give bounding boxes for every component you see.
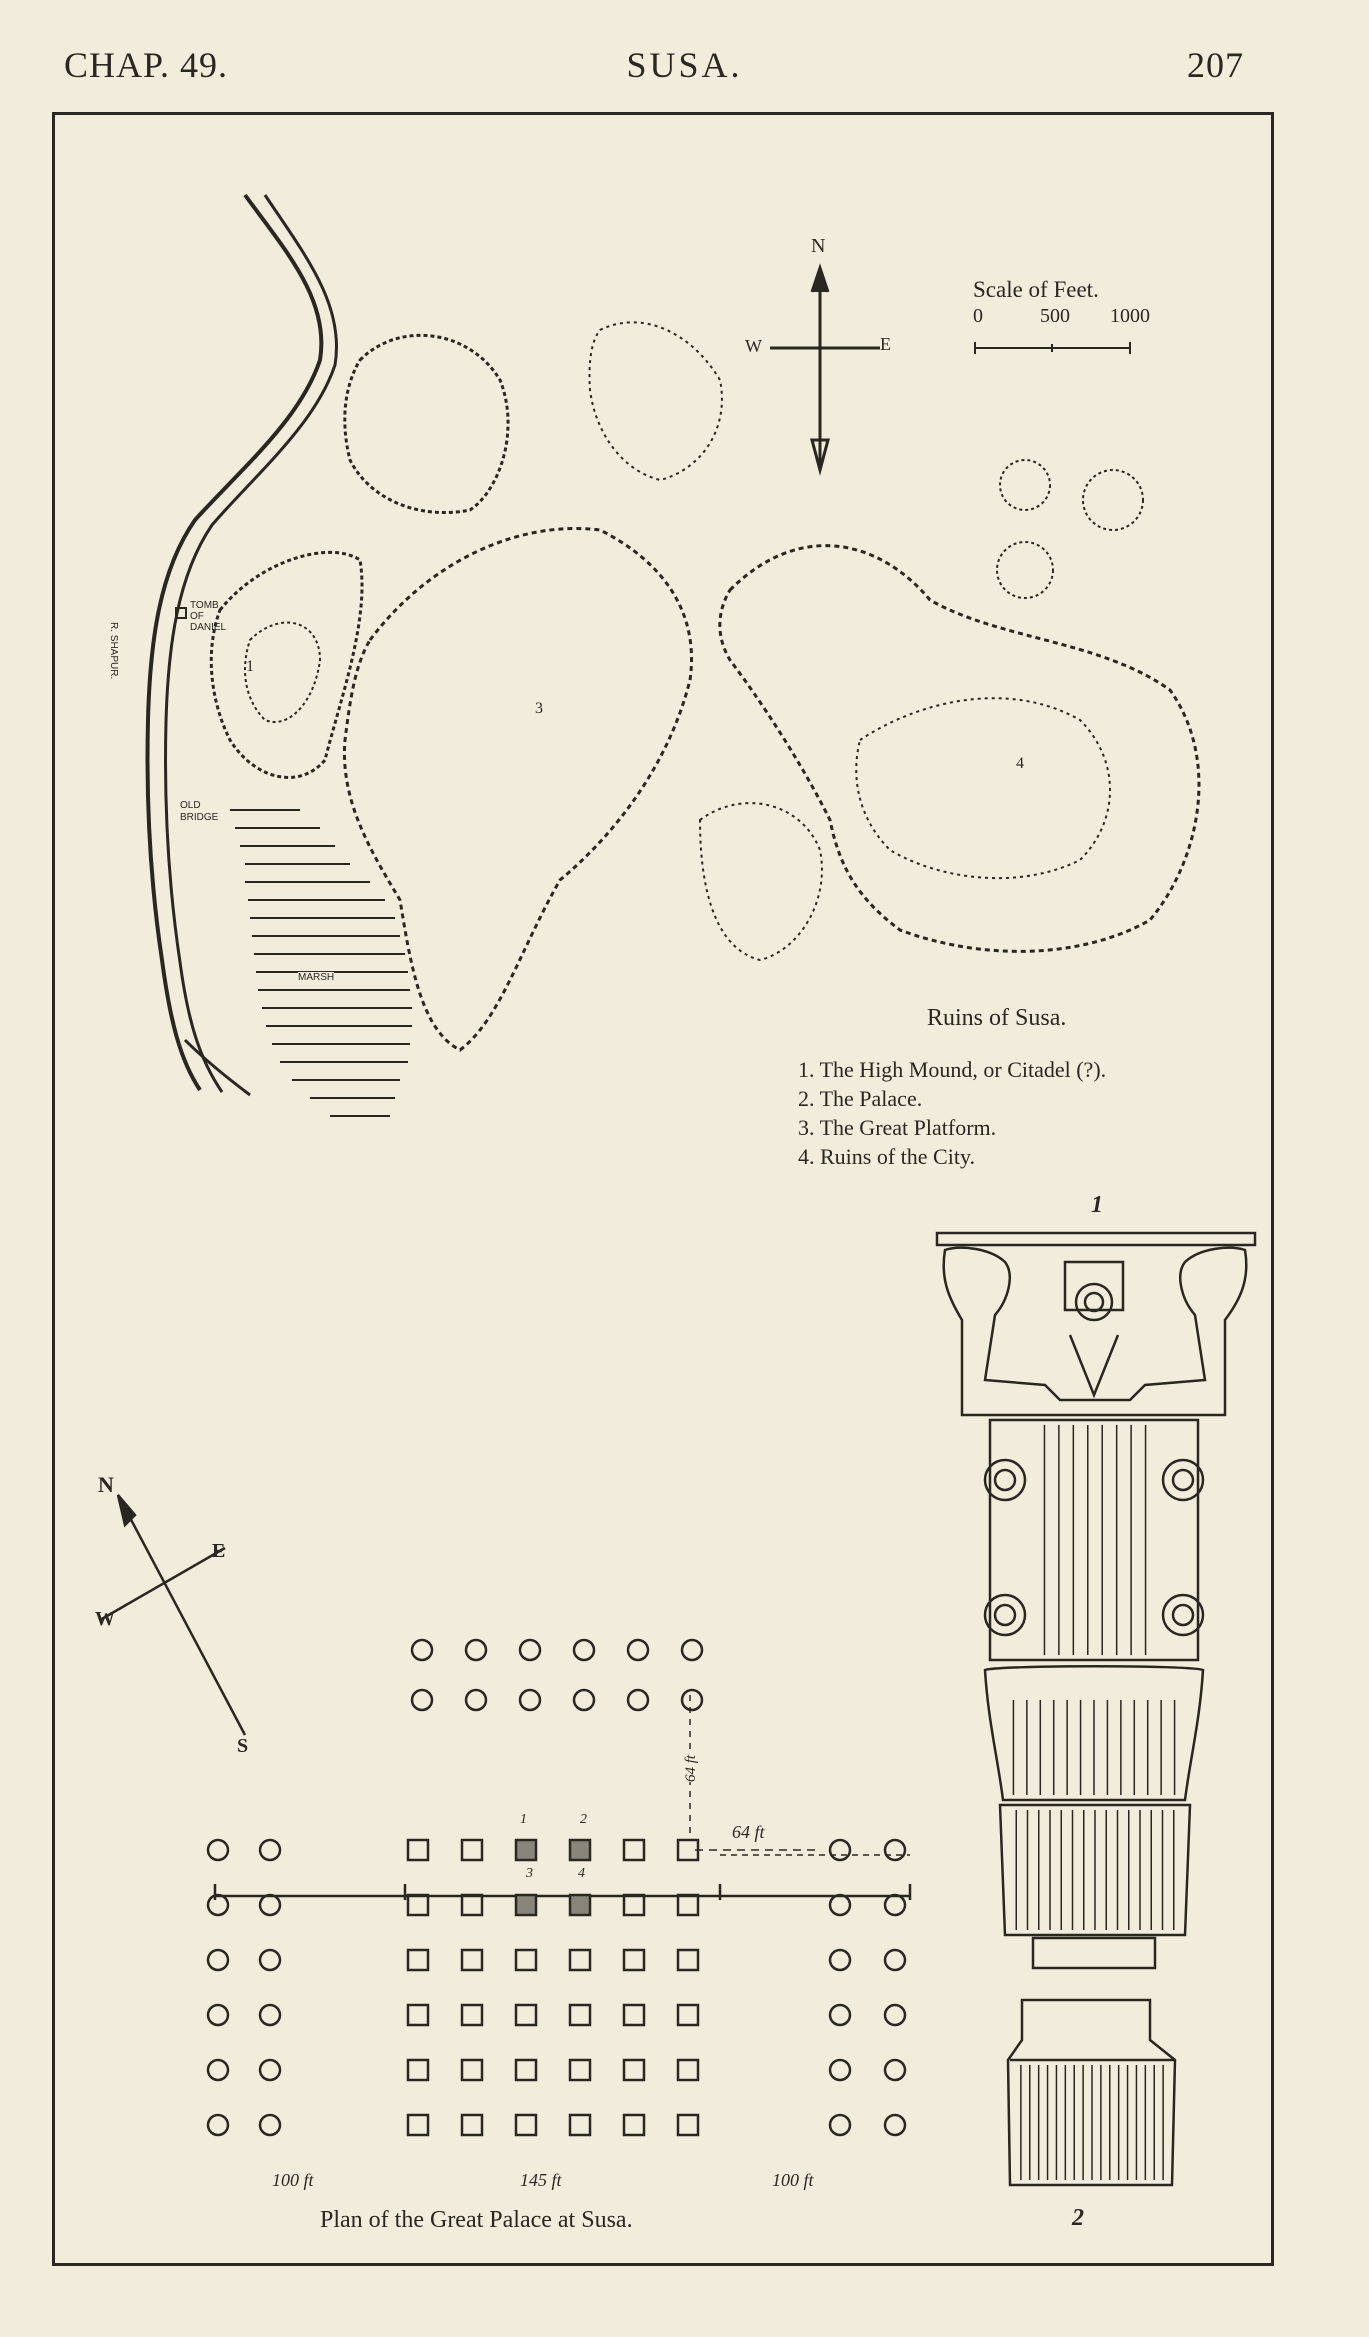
hall-column-base: [408, 1840, 428, 1860]
plan-column-number-1: 1: [520, 1812, 527, 1827]
map-compass-e: E: [880, 334, 891, 354]
map-marker-3: 3: [535, 700, 543, 717]
plan-column-number-3: 3: [526, 1866, 533, 1881]
portico-column-base: [412, 1640, 432, 1660]
portico-column-base: [885, 2060, 905, 2080]
hall-column-base: [408, 2060, 428, 2080]
persepolitan-column: [937, 1233, 1255, 2185]
label-marsh: MARSH: [298, 972, 335, 983]
portico-column-base: [574, 1690, 594, 1710]
map-compass-w: W: [745, 336, 762, 356]
portico-column-base: [628, 1690, 648, 1710]
portico-column-base: [208, 2060, 228, 2080]
legend-item-1: 1. The High Mound, or Citadel (?).: [798, 1057, 1107, 1082]
hall-column-base: [624, 2005, 644, 2025]
portico-column-base: [260, 1895, 280, 1915]
hall-column-base: [570, 1950, 590, 1970]
hall-column-base: [678, 1950, 698, 1970]
running-head-chapter: CHAP. 49.: [64, 45, 229, 85]
hall-column-base: [624, 1840, 644, 1860]
portico-column-base: [466, 1690, 486, 1710]
portico-column-base: [830, 1950, 850, 1970]
hall-column-base: [462, 1895, 482, 1915]
hall-column-base: [462, 2115, 482, 2135]
scale-tick-1000: 1000: [1110, 305, 1150, 327]
portico-column-base: [885, 1950, 905, 1970]
hall-column-base: [408, 2115, 428, 2135]
portico-column-base: [628, 1640, 648, 1660]
portico-column-base: [830, 2115, 850, 2135]
portico-column-base: [830, 2060, 850, 2080]
portico-column-base: [208, 1840, 228, 1860]
plan-dim-center: 145 ft: [520, 2170, 562, 2190]
portico-column-base: [208, 1950, 228, 1970]
portico-column-base: [885, 1840, 905, 1860]
hall-column-base: [624, 2060, 644, 2080]
scale-tick-0: 0: [973, 305, 983, 327]
plan-column-number-2: 2: [580, 1812, 587, 1827]
plan-column-number-4: 4: [578, 1866, 585, 1881]
hall-column-base: [516, 2005, 536, 2025]
hall-column-base: [570, 2060, 590, 2080]
hall-column-base: [462, 2060, 482, 2080]
hall-column-base: [408, 1895, 428, 1915]
portico-column-base: [520, 1640, 540, 1660]
city-ruins: [720, 546, 1199, 952]
hall-column-base: [516, 2060, 536, 2080]
portico-column-base: [885, 1895, 905, 1915]
running-head-title: SUSA.: [626, 45, 743, 85]
hall-column-base: [624, 2115, 644, 2135]
river-bank: [166, 195, 337, 1092]
portico-column-base: [208, 2115, 228, 2135]
column-figure-2-label: 2: [1072, 2205, 1084, 2231]
hall-column-base: [516, 1895, 536, 1915]
legend-item-2: 2. The Palace.: [798, 1086, 923, 1111]
label-old-bridge: OLD BRIDGE: [180, 800, 219, 823]
portico-column-base: [682, 1640, 702, 1660]
portico-column-base: [885, 2115, 905, 2135]
portico-column-base: [260, 2060, 280, 2080]
high-mound: [211, 552, 362, 777]
hall-column-base: [462, 1950, 482, 1970]
plan-caption: Plan of the Great Palace at Susa.: [320, 2207, 633, 2233]
hall-column-base: [408, 2005, 428, 2025]
portico-column-base: [260, 2115, 280, 2135]
map-compass-n: N: [811, 235, 826, 257]
hall-column-base: [678, 2115, 698, 2135]
portico-column-base: [830, 1895, 850, 1915]
plan-compass-rose: [100, 1495, 245, 1735]
portico-column-base: [466, 1640, 486, 1660]
hall-column-base: [462, 2005, 482, 2025]
plan-compass-e: E: [212, 1540, 226, 1562]
hall-column-base: [570, 1895, 590, 1915]
portico-column-base: [830, 2005, 850, 2025]
map-scale-bar: [975, 342, 1130, 354]
plan-compass-n: N: [98, 1472, 114, 1497]
plan-dim-right: 100 ft: [772, 2170, 814, 2190]
portico-column-base: [260, 2005, 280, 2025]
plan-dimension-line: [215, 1855, 910, 1900]
hall-column-base: [678, 2060, 698, 2080]
hall-column-base: [570, 2115, 590, 2135]
hall-column-base: [408, 1950, 428, 1970]
portico-column-base: [260, 1840, 280, 1860]
plan-compass-w: W: [95, 1608, 115, 1630]
hall-column-base: [516, 1950, 536, 1970]
hall-column-base: [678, 1895, 698, 1915]
portico-column-base: [885, 2005, 905, 2025]
label-tomb-of-daniel: TOMB OF DANIEL: [190, 600, 227, 633]
scale-tick-500: 500: [1040, 305, 1070, 327]
portico-column-base: [260, 1950, 280, 1970]
portico-column-base: [208, 2005, 228, 2025]
legend-item-3: 3. The Great Platform.: [798, 1115, 997, 1140]
portico-column-base: [208, 1895, 228, 1915]
column-figure-1-label: 1: [1091, 1192, 1103, 1218]
palace-plan: [100, 1495, 910, 2135]
plan-dim-left: 100 ft: [272, 2170, 314, 2190]
hall-column-base: [516, 1840, 536, 1860]
map-marker-1: 1: [246, 658, 254, 675]
portico-column-base: [574, 1640, 594, 1660]
legend-item-4: 4. Ruins of the City.: [798, 1144, 976, 1169]
page-number: 207: [1187, 45, 1244, 85]
portico-column-base: [412, 1690, 432, 1710]
portico-column-base: [520, 1690, 540, 1710]
hall-column-base: [462, 1840, 482, 1860]
plan-dim-side: 64 ft: [732, 1822, 765, 1842]
plan-dim-vertical: 64 ft: [683, 1754, 700, 1783]
hall-column-base: [624, 1950, 644, 1970]
map-caption: Ruins of Susa.: [927, 1005, 1067, 1031]
plan-compass-s: S: [237, 1735, 249, 1757]
label-river-shapur: R. SHAPUR.: [108, 622, 119, 680]
hall-column-base: [570, 2005, 590, 2025]
portico-column-base: [830, 1840, 850, 1860]
hall-column-base: [678, 2005, 698, 2025]
scale-title: Scale of Feet.: [973, 277, 1099, 302]
portico-column-base: [682, 1690, 702, 1710]
map-marker-4: 4: [1016, 755, 1024, 772]
hall-column-base: [516, 2115, 536, 2135]
hall-column-base: [570, 1840, 590, 1860]
marsh-hatching: [230, 810, 412, 1116]
map-compass-rose: [770, 268, 880, 470]
palace-mound: [345, 335, 508, 512]
hall-column-base: [624, 1895, 644, 1915]
river-shapur: [148, 195, 322, 1090]
